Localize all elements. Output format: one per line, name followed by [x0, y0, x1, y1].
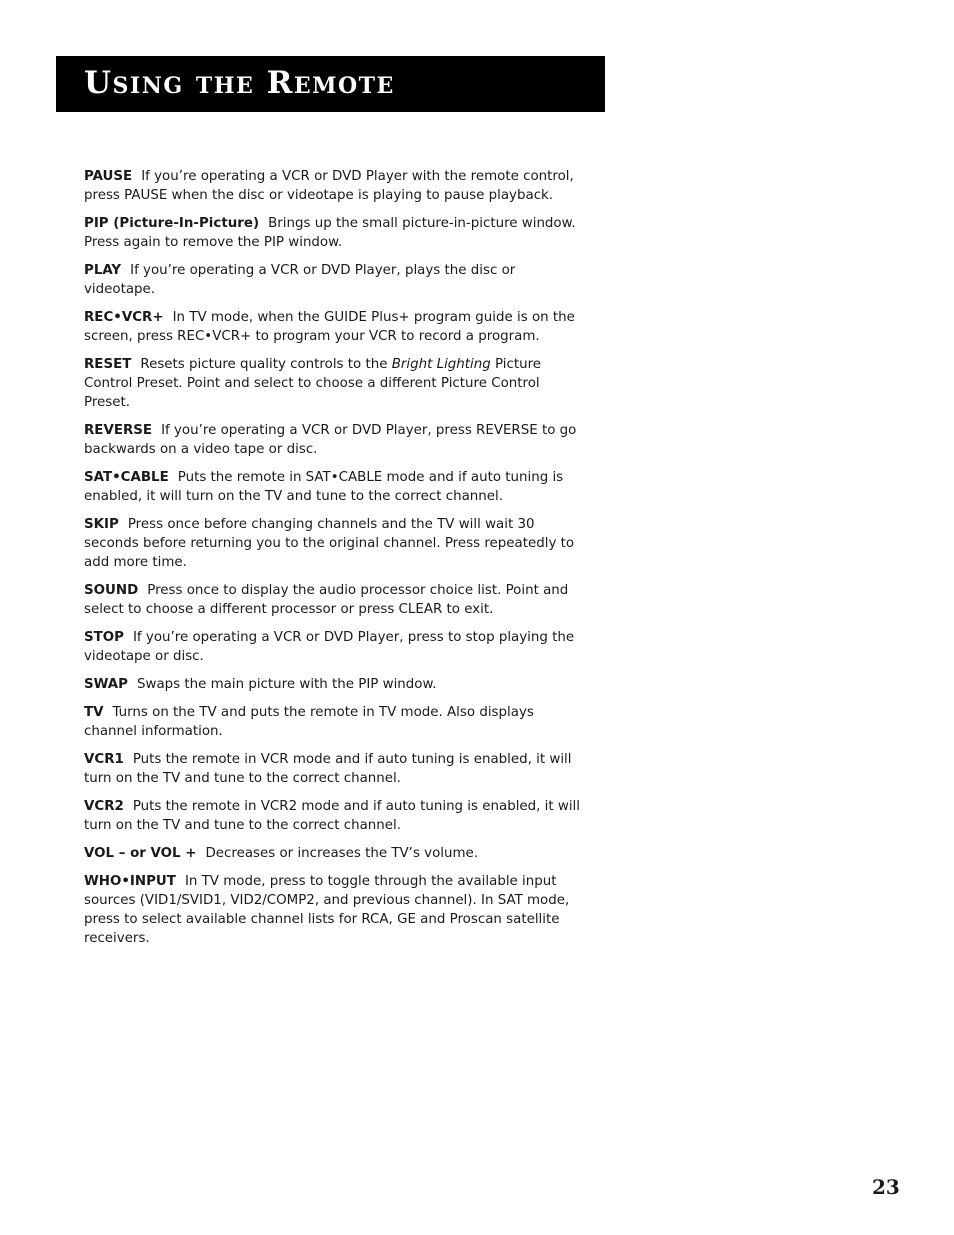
page-number: 23 — [872, 1175, 900, 1199]
entry-swap — [84, 675, 584, 694]
entry-tv — [84, 703, 584, 741]
entry-term: VCR2 — [84, 799, 124, 814]
entry-description: Decreases or increases the TV’s volume. — [205, 846, 479, 861]
entry-description-start: Resets picture quality controls to the — [140, 357, 392, 372]
entry-term: PIP (Picture-In-Picture) — [84, 216, 260, 231]
entry-vcr2 — [84, 797, 584, 835]
entry-who-input — [84, 872, 584, 948]
entry-term: SKIP — [84, 517, 119, 532]
remote-button-list — [84, 167, 584, 957]
entry-term: SOUND — [84, 583, 139, 598]
entry-description: Puts the remote in VCR mode and if auto tuning is enabled, it will turn on the TV and tune to the correct channel. — [84, 752, 572, 786]
entry-term: REC•VCR+ — [84, 310, 164, 325]
entry-pause — [84, 167, 584, 205]
entry-term: PAUSE — [84, 169, 133, 184]
entry-description: In TV mode, press to toggle through the available input sources (VID1/SVID1, VID2/COMP2, and previous channel). In SAT mode, press to select available channel lists for RCA, GE and Proscan satellite receivers. — [84, 874, 570, 946]
entry-description: If you’re operating a VCR or DVD Player, press to stop playing the videotape or disc. — [84, 630, 575, 664]
entry-sat-cable — [84, 468, 584, 506]
entry-term: REVERSE — [84, 423, 153, 438]
section-header-bar — [56, 56, 605, 112]
entry-term: STOP — [84, 630, 124, 645]
entry-term: VCR1 — [84, 752, 124, 767]
entry-reverse — [84, 421, 584, 459]
entry-sound — [84, 581, 584, 619]
entry-term: PLAY — [84, 263, 122, 278]
entry-description: Brings up the small picture-in-picture window. Press again to remove the PIP window. — [84, 216, 576, 250]
entry-reset — [84, 355, 584, 412]
entry-term: SWAP — [84, 677, 128, 692]
entry-term: TV — [84, 705, 104, 720]
entry-description: Press once before changing channels and the TV will wait 30 seconds before returning you to the original channel. Press repeatedly to add more time. — [84, 517, 575, 570]
entry-pip — [84, 214, 584, 252]
entry-description: In TV mode, when the GUIDE Plus+ program guide is on the screen, press REC•VCR+ to program your VCR to record a program. — [84, 310, 575, 344]
entry-description-end: Picture Control Preset. Point and select to choose a different Picture Control Preset. — [84, 357, 542, 410]
entry-description: If you’re operating a VCR or DVD Player, plays the disc or videotape. — [84, 263, 516, 297]
entry-description-italic: Bright Lighting — [391, 357, 491, 372]
entry-description: If you’re operating a VCR or DVD Player with the remote control, press PAUSE when the disc or videotape is playing to pause playback. — [84, 169, 574, 203]
entry-rec-vcr-plus — [84, 308, 584, 346]
entry-skip — [84, 515, 584, 572]
entry-description: Swaps the main picture with the PIP window. — [137, 677, 437, 692]
section-title: Using the Remote — [84, 65, 395, 101]
entry-term: SAT•CABLE — [84, 470, 169, 485]
entry-description: Press once to display the audio processor choice list. Point and select to choose a different processor or press CLEAR to exit. — [84, 583, 569, 617]
entry-play — [84, 261, 584, 299]
entry-term: RESET — [84, 357, 132, 372]
entry-vcr1 — [84, 750, 584, 788]
entry-term: VOL – or VOL + — [84, 846, 197, 861]
entry-description: Turns on the TV and puts the remote in TV mode. Also displays channel information. — [84, 705, 534, 739]
entry-stop — [84, 628, 584, 666]
entry-term: WHO•INPUT — [84, 874, 176, 889]
entry-description: If you’re operating a VCR or DVD Player, press REVERSE to go backwards on a video tape or disc. — [84, 423, 577, 457]
entry-volume — [84, 844, 584, 863]
entry-description: Puts the remote in SAT•CABLE mode and if auto tuning is enabled, it will turn on the TV and tune to the correct channel. — [84, 470, 564, 504]
entry-description: Puts the remote in VCR2 mode and if auto tuning is enabled, it will turn on the TV and tune to the correct channel. — [84, 799, 581, 833]
